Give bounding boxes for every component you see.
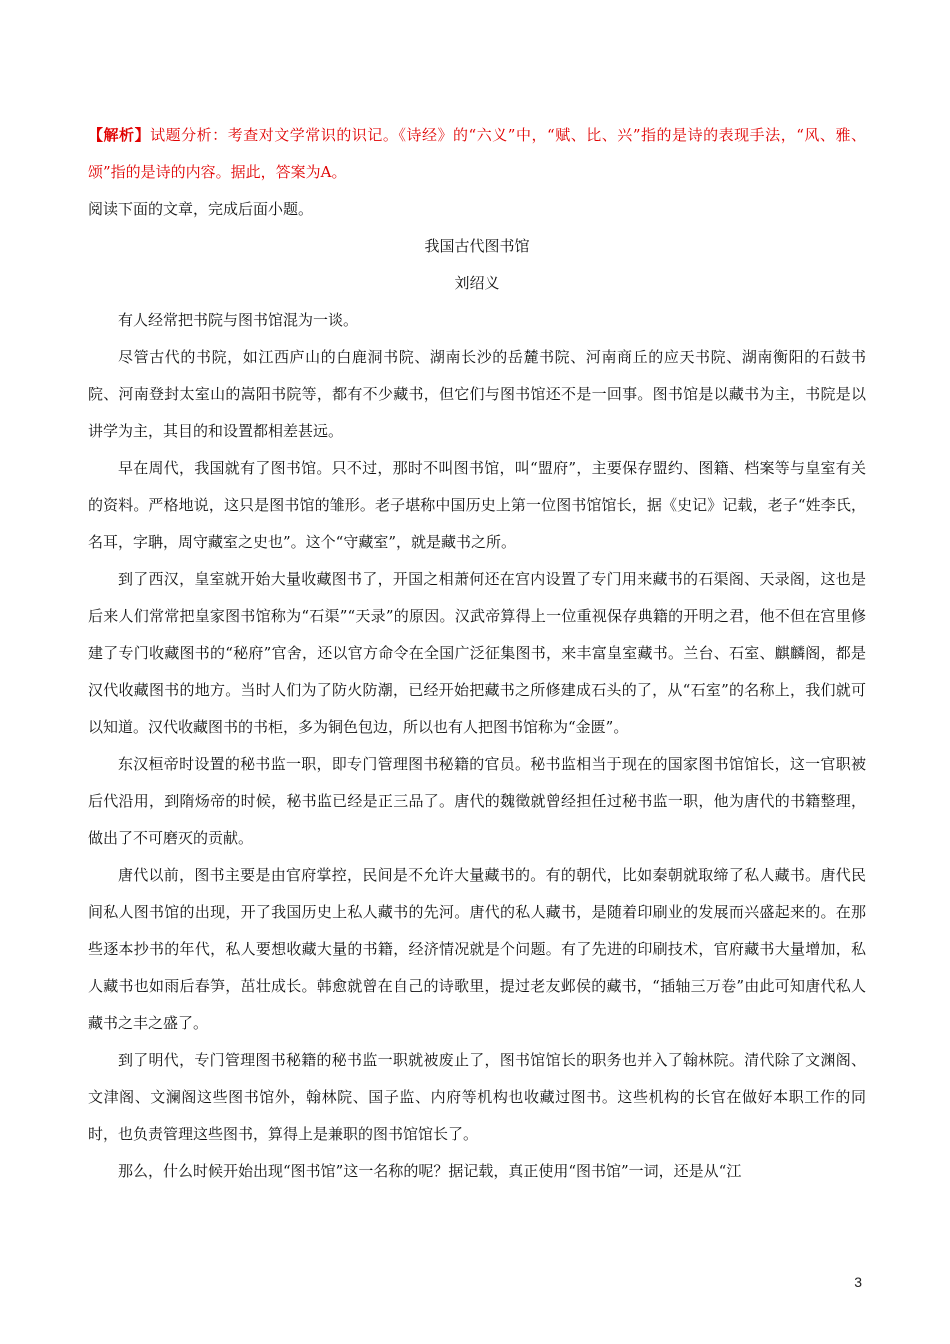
article-paragraph: 有人经常把书院与图书馆混为一谈。 <box>118 311 359 329</box>
answer-analysis <box>88 117 866 191</box>
article-title: 我国古代图书馆 <box>424 237 530 255</box>
analysis-tag: 【解析】 <box>88 126 151 144</box>
article-author: 刘绍义 <box>454 274 500 292</box>
analysis-text: 试题分析：考查对文学常识的识记。《诗经》的“六义”中，“赋、比、兴”指的是诗的表现手法，“风、雅、颂”指的是诗的内容。据此，答案为A。 <box>88 126 866 181</box>
article-paragraph: 那么，什么时候开始出现“图书馆”这一名称的呢？据记载，真正使用“图书馆”一词，还是从“江 <box>118 1162 742 1180</box>
article-paragraph: 尽管古代的书院，如江西庐山的白鹿洞书院、湖南长沙的岳麓书院、河南商丘的应天书院、湖南衡阳的石鼓书院、河南登封太室山的嵩阳书院等，都有不少藏书，但它们与图书馆还不是一回事。图书馆是以藏书为主，书院是以讲学为主，其目的和设置都相差甚远。 <box>88 348 866 440</box>
document-page <box>88 117 866 1190</box>
article-paragraph: 到了明代，专门管理图书秘籍的秘书监一职就被废止了，图书馆馆长的职务也并入了翰林院。清代除了文渊阁、文津阁、文澜阁这些图书馆外，翰林院、国子监、内府等机构也收藏过图书。这些机构的长官在做好本职工作的同时，也负责管理这些图书，算得上是兼职的图书馆馆长了。 <box>88 1051 866 1143</box>
reading-instruction: 阅读下面的文章，完成后面小题。 <box>88 200 314 218</box>
page-number: 3 <box>854 1274 862 1290</box>
article-paragraph: 唐代以前，图书主要是由官府掌控，民间是不允许大量藏书的。有的朝代，比如秦朝就取缔了私人藏书。唐代民间私人图书馆的出现，开了我国历史上私人藏书的先河。唐代的私人藏书，是随着印刷业的发展而兴盛起来的。在那些逐本抄书的年代，私人要想收藏大量的书籍，经济情况就是个问题。有了先进的印刷技术，官府藏书大量增加，私人藏书也如雨后春笋，茁壮成长。韩愈就曾在自己的诗歌里，提过老友邺侯的藏书，“插轴三万卷”由此可知唐代私人藏书之丰之盛了。 <box>88 866 866 1032</box>
article-paragraph: 早在周代，我国就有了图书馆。只不过，那时不叫图书馆，叫“盟府”，主要保存盟约、图籍、档案等与皇室有关的资料。严格地说，这只是图书馆的雏形。老子堪称中国历史上第一位图书馆馆长，据《史记》记载，老子“姓李氏，名耳，字聃，周守藏室之史也”。这个“守藏室”，就是藏书之所。 <box>88 459 866 551</box>
article-paragraph: 东汉桓帝时设置的秘书监一职，即专门管理图书秘籍的官员。秘书监相当于现在的国家图书馆馆长，这一官职被后代沿用，到隋炀帝的时候，秘书监已经是正三品了。唐代的魏徵就曾经担任过秘书监一职，他为唐代的书籍整理，做出了不可磨灭的贡献。 <box>88 755 866 847</box>
article-paragraph: 到了西汉，皇室就开始大量收藏图书了，开国之相萧何还在宫内设置了专门用来藏书的石渠阁、天录阁，这也是后来人们常常把皇家图书馆称为“石渠”“天录”的原因。汉武帝算得上一位重视保存典籍的开明之君，他不但在宫里修建了专门收藏图书的“秘府”官舍，还以官方命令在全国广泛征集图书，来丰富皇室藏书。兰台、石室、麒麟阁，都是汉代收藏图书的地方。当时人们为了防火防潮，已经开始把藏书之所修建成石头的了，从“石室”的名称上，我们就可以知道。汉代收藏图书的书柜，多为铜色包边，所以也有人把图书馆称为“金匮”。 <box>88 570 866 736</box>
